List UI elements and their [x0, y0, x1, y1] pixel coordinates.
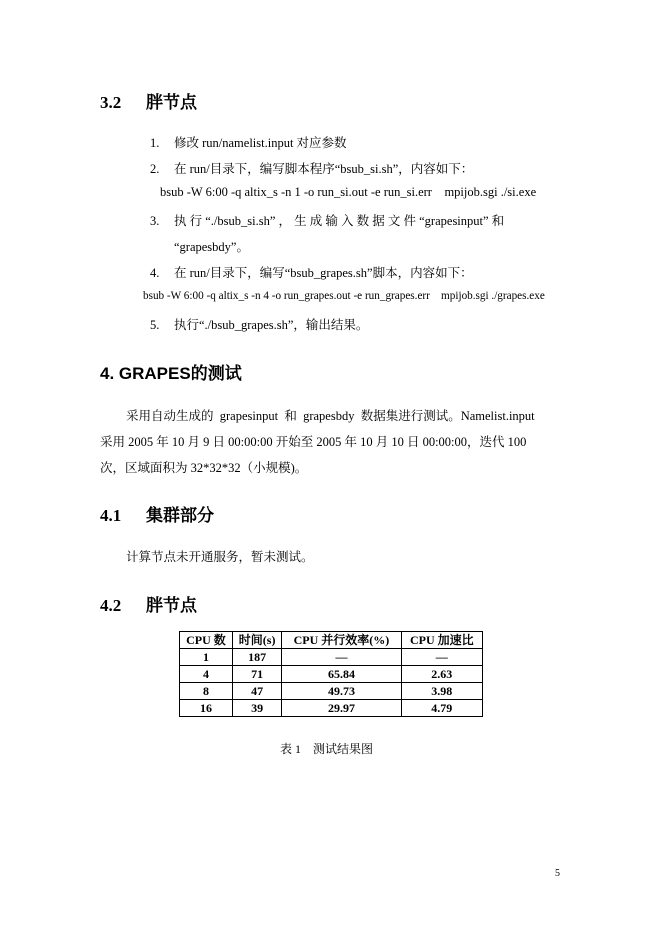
column-header-speedup: CPU 加速比 — [401, 632, 482, 649]
column-header-cpu-count: CPU 数 — [180, 632, 233, 649]
step-number: 2. — [150, 162, 160, 176]
table-row — [180, 700, 483, 717]
table-caption: 表 1 测试结果图 — [280, 742, 374, 756]
table-cell: 16 — [180, 700, 233, 717]
section-title: 集群部分 — [146, 506, 214, 525]
step-3-continuation: “grapesbdy”。 — [174, 240, 249, 254]
command-line-si: bsub -W 6:00 -q altix_s -n 1 -o run_si.out -e run_si.err mpijob.sgi ./si.exe — [160, 185, 537, 199]
results-table — [179, 631, 483, 717]
step-text: 修改 run/namelist.input 对应参数 — [174, 136, 347, 150]
table-cell: 65.84 — [282, 666, 401, 683]
table-cell: 4 — [180, 666, 233, 683]
table-cell: 1 — [180, 649, 233, 666]
command-line-grapes: bsub -W 6:00 -q altix_s -n 4 -o run_grapes.out -e run_grapes.err mpijob.sgi ./grapes.exe — [143, 290, 545, 302]
section-heading-4: 4. GRAPES的测试 — [100, 364, 242, 383]
paragraph-line-2: 采用 2005 年 10 月 9 日 00:00:00 开始至 2005 年 10 月 10 日 00:00:00，迭代 100 — [100, 435, 527, 449]
table-cell: — — [401, 649, 482, 666]
table-cell: 2.63 — [401, 666, 482, 683]
step-2 — [150, 159, 473, 177]
step-number: 3. — [150, 214, 160, 228]
table-cell: 3.98 — [401, 683, 482, 700]
section-number: 4.2 — [100, 596, 122, 615]
step-number: 1. — [150, 136, 160, 150]
section-heading-3-2 — [100, 88, 197, 113]
section-heading-4-1 — [100, 501, 214, 526]
step-number: 4. — [150, 266, 160, 280]
table-cell: 29.97 — [282, 700, 401, 717]
section-number: 3.2 — [100, 93, 122, 112]
step-text: 执 行 “./bsub_si.sh” ， 生 成 输 入 数 据 文 件 “grapesinput” 和 — [174, 214, 505, 228]
column-header-time: 时间(s) — [232, 632, 281, 649]
table-cell: 47 — [232, 683, 281, 700]
table-cell: 8 — [180, 683, 233, 700]
step-number: 5. — [150, 318, 160, 332]
table-header-row — [180, 632, 483, 649]
step-text: 在 run/目录下，编写脚本程序“bsub_si.sh”，内容如下： — [174, 162, 474, 176]
cluster-note: 计算节点未开通服务，暂未测试。 — [126, 550, 314, 564]
paragraph-line-3: 次，区域面积为 32*32*32（小规模)。 — [100, 461, 308, 475]
table-cell: 187 — [232, 649, 281, 666]
table-row — [180, 649, 483, 666]
step-3 — [150, 211, 562, 229]
table-row — [180, 666, 483, 683]
table-row — [180, 683, 483, 700]
step-5 — [150, 315, 368, 333]
table-cell: — — [282, 649, 401, 666]
step-text: 在 run/目录下，编写“bsub_grapes.sh”脚本，内容如下： — [174, 266, 473, 280]
table-cell: 49.73 — [282, 683, 401, 700]
column-header-efficiency: CPU 并行效率(%) — [282, 632, 401, 649]
step-text: 执行“./bsub_grapes.sh”，输出结果。 — [174, 318, 369, 332]
section-number: 4.1 — [100, 506, 122, 525]
table-cell: 39 — [232, 700, 281, 717]
page-number: 5 — [555, 868, 560, 879]
table-cell: 4.79 — [401, 700, 482, 717]
section-title: 胖节点 — [146, 596, 197, 615]
section-title: 胖节点 — [146, 93, 197, 112]
paragraph-line-1: 采用自动生成的 grapesinput 和 grapesbdy 数据集进行测试。Namelist.input — [126, 409, 535, 423]
section-heading-4-2 — [100, 591, 197, 616]
table-cell: 71 — [232, 666, 281, 683]
step-4 — [150, 263, 473, 281]
step-1 — [150, 133, 347, 151]
